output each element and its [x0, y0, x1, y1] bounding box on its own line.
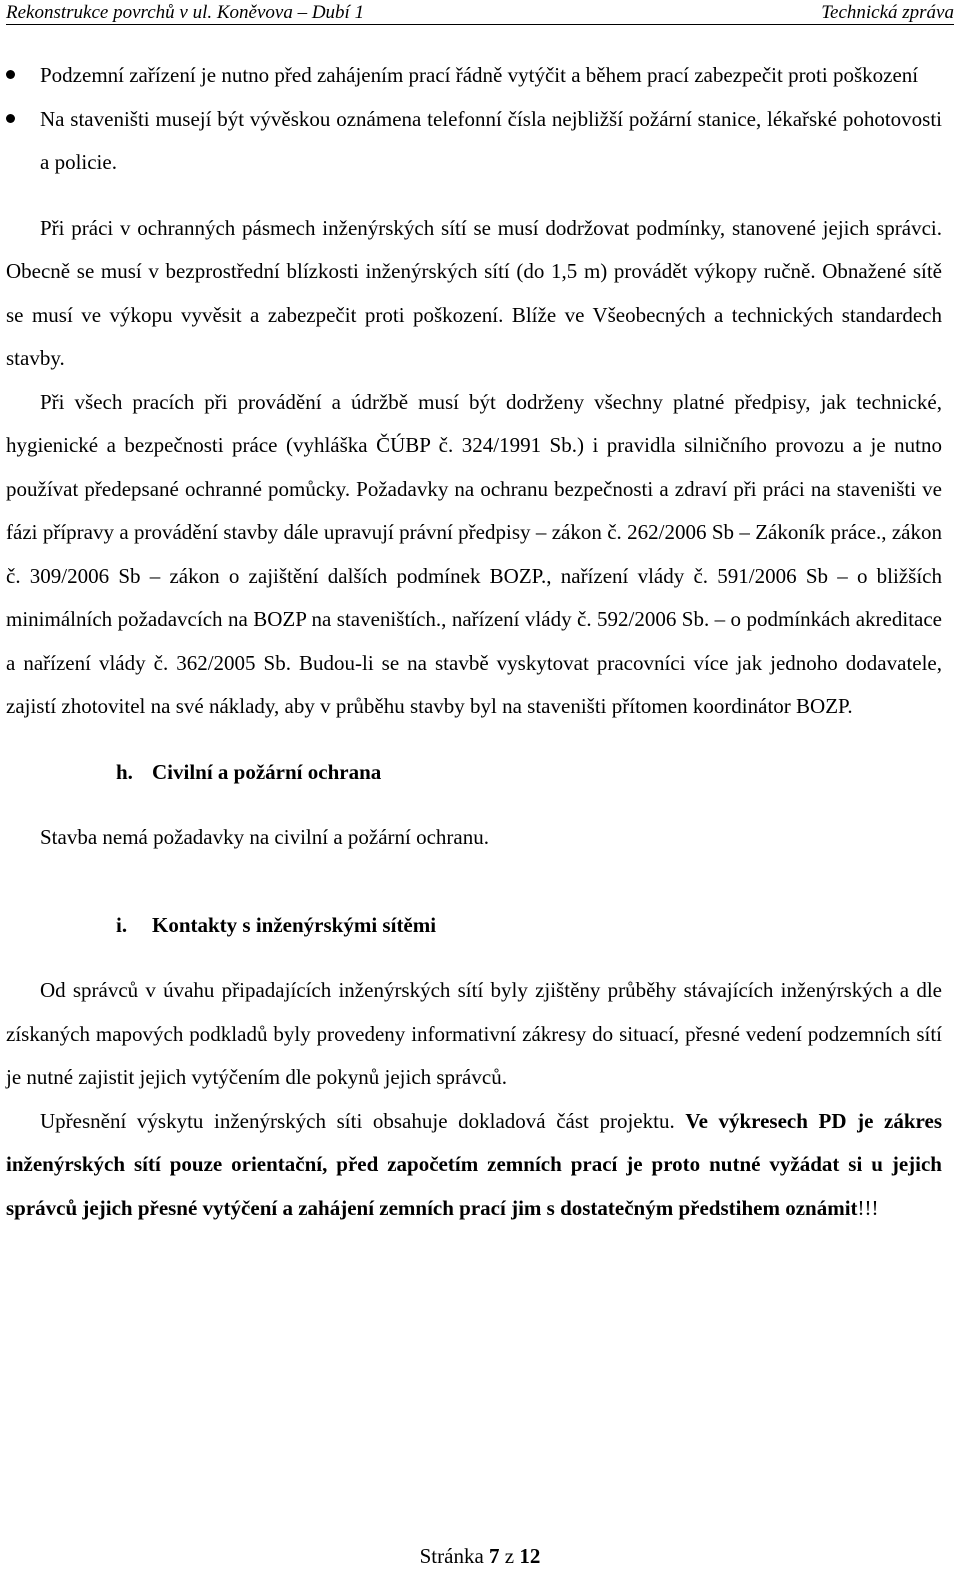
bullet-item: Na staveništi musejí být vývěskou oznámena telefonní čísla nejbližší požární stanice, lékařské pohotovosti a policie.: [6, 98, 942, 185]
section-heading-h: [116, 751, 942, 795]
footer-page-number: 7: [489, 1544, 500, 1568]
bullet-item: Podzemní zařízení je nutno před zahájením prací řádně vytýčit a během prací zabezpečit proti poškození: [6, 54, 942, 98]
section-number: h.: [116, 759, 133, 784]
paragraph-civil-protection: Stavba nemá požadavky na civilní a požární ochranu.: [40, 825, 489, 849]
bullet-list: [6, 54, 942, 185]
paragraph-safety-regulations: Při všech pracích při provádění a údržbě musí být dodrženy všechny platné předpisy, jak technické, hygienické a bezpečnosti práce (vyhláška ČÚBP č. 324/1991 Sb.) i pravidla silničního provozu a je nutno používat předepsané ochranné pomůcky. Požadavky na ochranu bezpečnosti a zdraví při práci na staveništi ve fázi přípravy a provádění stavby dále upravují právní předpisy – zákon č. 262/2006 Sb – Zákoník práce., zákon č. 309/2006 Sb – zákon o zajištění dalších podmínek BOZP., nařízení vlády č. 591/2006 Sb – o bližších minimálních požadavcích na BOZP na staveništích., nařízení vlády č. 592/2006 Sb. – o podmínkách akreditace a nařízení vlády č. 362/2005 Sb. Budou-li se na stavbě vyskytovat pracovníci více jak jednoho dodavatele, zajistí zhotovitel na své náklady, aby v průběhu stavby byl na staveništi přítomen koordinátor BOZP.: [6, 389, 942, 718]
section-title: Kontakty s inženýrskými sítěmi: [152, 912, 437, 937]
section-title: Civilní a požární ochrana: [152, 759, 382, 784]
header-document-type: Technická zpráva: [821, 2, 954, 23]
paragraph-protection-zones: Při práci v ochranných pásmech inženýrských sítí se musí dodržovat podmínky, stanovené jejich správci. Obecně se musí v bezprostřední blízkosti inženýrských sítí (do 1,5 m) provádět výkopy ručně. Obnažené sítě se musí ve výkopu vyvěsit a zabezpečit proti poškození. Blíže ve Všeobecných a technických standardech stavby.: [6, 215, 942, 370]
footer-of-label: z: [504, 1544, 515, 1568]
footer-page-total: 12: [519, 1544, 541, 1568]
header-project-title: Rekonstrukce povrchů v ul. Koněvova – Dubí 1: [6, 2, 365, 23]
document-body: [6, 54, 942, 1230]
page-footer: [0, 1544, 960, 1569]
section-number: i.: [116, 912, 128, 937]
paragraph-utility-contacts: Od správců v úvahu připadajících inženýrských sítí byly zjištěny průběhy stávajících inženýrských a dle získaných mapových podkladů byly provedeny informativní zákresy do situací, přesné vedení podzemních sítí je nutné zajistit jejich vytýčením dle pokynů jejich správců.: [6, 978, 942, 1089]
note-plain-text: Upřesnění výskytu inženýrských síti obsahuje dokladová část projektu.: [40, 1108, 675, 1133]
paragraph-utility-note: [6, 1100, 942, 1231]
note-bold-warning: Ve výkresech PD je zákres inženýrských sítí pouze orientační, před započetím zemních prací je proto nutné vyžádat si u jejich správců jejich přesné vytýčení a zahájení zemních prací jim s dostatečným předstihem oznámit: [6, 1108, 942, 1220]
section-heading-i: [116, 904, 942, 948]
note-exclamation: !!!: [857, 1195, 879, 1220]
page-header: [6, 2, 954, 25]
footer-page-label: Stránka: [419, 1544, 484, 1568]
